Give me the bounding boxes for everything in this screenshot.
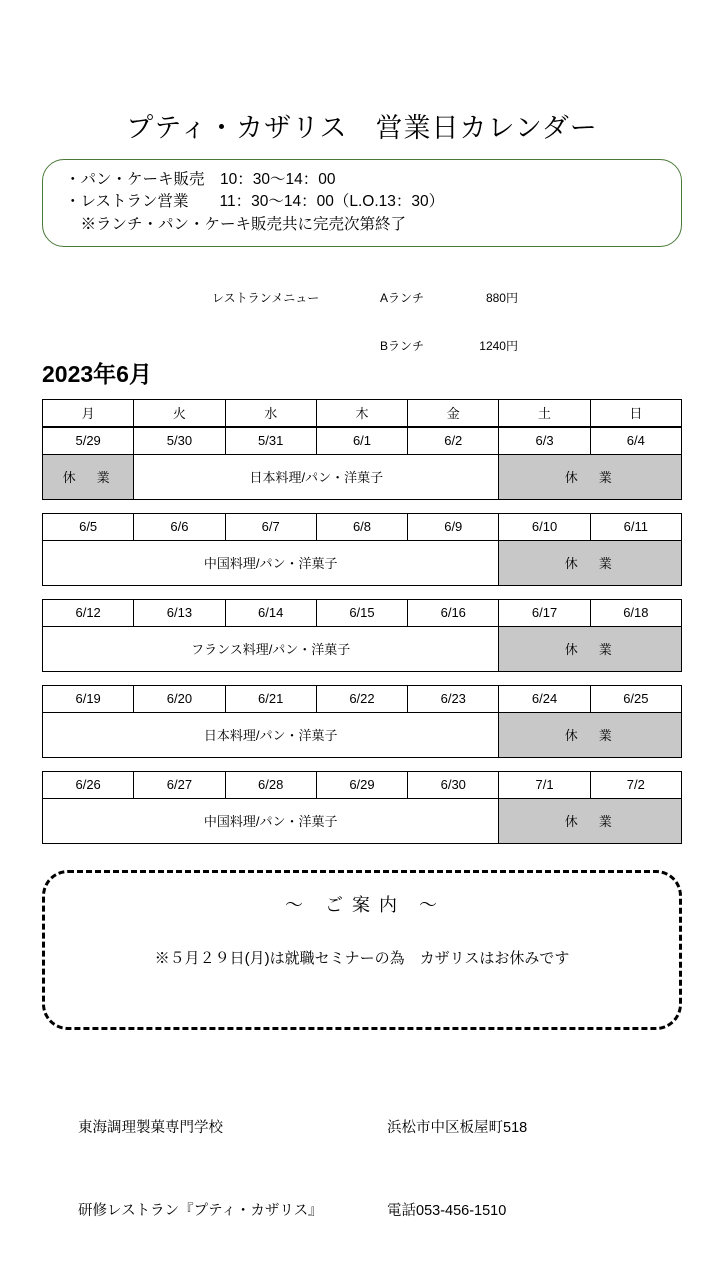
- menu-cell: 日本料理/パン・洋菓子: [134, 454, 499, 499]
- menu-cell: フランス料理/パン・洋菓子: [43, 626, 499, 671]
- lunch-a-price: 880円: [485, 290, 518, 305]
- month-label: 2023年6月: [42, 360, 152, 387]
- footer: [42, 1060, 682, 1280]
- date-cell: 6/27: [134, 771, 225, 798]
- notice-body: ※５月２９日(月)は就職セミナーの為 カザリスはお休みです: [154, 949, 570, 967]
- date-cell: 6/11: [590, 513, 681, 540]
- date-cell: 6/18: [590, 599, 681, 626]
- date-cell: 6/4: [590, 427, 681, 454]
- date-cell: 6/21: [225, 685, 316, 712]
- closed-cell: 休 業: [499, 540, 682, 585]
- date-cell: 6/16: [408, 599, 499, 626]
- date-cell: 6/2: [408, 427, 499, 454]
- lunch-b-label: Bランチ: [379, 339, 424, 354]
- date-cell: 6/5: [43, 513, 134, 540]
- lunch-a-label: Aランチ: [379, 290, 424, 305]
- restaurant-menu-note: [212, 257, 518, 387]
- month-row: [42, 259, 682, 389]
- date-cell: 6/19: [43, 685, 134, 712]
- date-cell: 6/14: [225, 599, 316, 626]
- date-cell: 6/23: [408, 685, 499, 712]
- footer-right: [387, 1060, 527, 1280]
- notice-box: [42, 870, 682, 1030]
- date-cell: 6/30: [408, 771, 499, 798]
- address: 浜松市中区板屋町518: [387, 1120, 528, 1136]
- weekday-cell: 土: [499, 399, 590, 426]
- date-cell: 6/26: [43, 771, 134, 798]
- date-cell: 6/17: [499, 599, 590, 626]
- weekday-cell: 木: [316, 399, 407, 426]
- week-row: [42, 599, 682, 672]
- hours-line-1: ・パン・ケーキ販売 10：30〜14：00: [65, 171, 336, 188]
- date-cell: 6/12: [43, 599, 134, 626]
- date-cell: 6/7: [225, 513, 316, 540]
- date-cell: 6/25: [590, 685, 681, 712]
- weekday-cell: 金: [408, 399, 499, 426]
- week-row: [42, 771, 682, 844]
- hours-line-2: ・レストラン営業 11：30〜14：00（L.O.13：30）: [65, 193, 445, 211]
- closed-cell: 休 業: [499, 454, 682, 499]
- week-row: [42, 513, 682, 586]
- menu-note-spacer: [212, 338, 380, 354]
- page-title: プティ・カザリス 営業日カレンダー: [126, 113, 598, 143]
- calendar-page: [0, 106, 724, 1219]
- footer-left: [42, 1060, 387, 1280]
- week-row: [42, 685, 682, 758]
- date-cell: 6/15: [316, 599, 407, 626]
- menu-cell: 中国料理/パン・洋菓子: [43, 540, 499, 585]
- closed-cell: 休 業: [43, 454, 134, 499]
- notice-title: 〜 ご 案 内 〜: [284, 894, 439, 915]
- date-cell: 6/1: [316, 427, 407, 454]
- date-cell: 6/9: [408, 513, 499, 540]
- weekday-cell: 日: [590, 399, 681, 426]
- closed-cell: 休 業: [499, 626, 682, 671]
- menu-cell: 日本料理/パン・洋菓子: [43, 712, 499, 757]
- date-cell: 7/2: [590, 771, 681, 798]
- date-cell: 6/29: [316, 771, 407, 798]
- date-cell: 6/8: [316, 513, 407, 540]
- date-cell: 7/1: [499, 771, 590, 798]
- date-cell: 6/3: [499, 427, 590, 454]
- phone: 電話053-456-1510: [387, 1202, 507, 1219]
- date-cell: 6/24: [499, 685, 590, 712]
- date-cell: 5/29: [43, 427, 134, 454]
- date-cell: 6/20: [134, 685, 225, 712]
- date-cell: 6/22: [316, 685, 407, 712]
- restaurant-name: 研修レストラン『プティ・カザリス』: [78, 1202, 323, 1219]
- weekday-cell: 水: [225, 399, 316, 426]
- weekday-cell: 火: [134, 399, 225, 426]
- weekday-cell: 月: [43, 399, 134, 426]
- date-cell: 6/13: [134, 599, 225, 626]
- menu-cell: 中国料理/パン・洋菓子: [43, 798, 499, 843]
- date-cell: 6/6: [134, 513, 225, 540]
- date-cell: 5/30: [134, 427, 225, 454]
- week-row: [42, 427, 682, 500]
- date-cell: 6/10: [499, 513, 590, 540]
- business-hours-box: [42, 159, 682, 247]
- date-cell: 6/28: [225, 771, 316, 798]
- school-name: 東海調理製菓専門学校: [78, 1120, 223, 1136]
- date-cell: 5/31: [225, 427, 316, 454]
- closed-cell: 休 業: [499, 712, 682, 757]
- lunch-b-price: 1240円: [479, 339, 518, 354]
- menu-note-name: レストランメニュー: [211, 290, 320, 305]
- weekday-header: [42, 399, 682, 427]
- closed-cell: 休 業: [499, 798, 682, 843]
- hours-line-3: ※ランチ・パン・ケーキ販売共に完売次第終了: [65, 215, 407, 233]
